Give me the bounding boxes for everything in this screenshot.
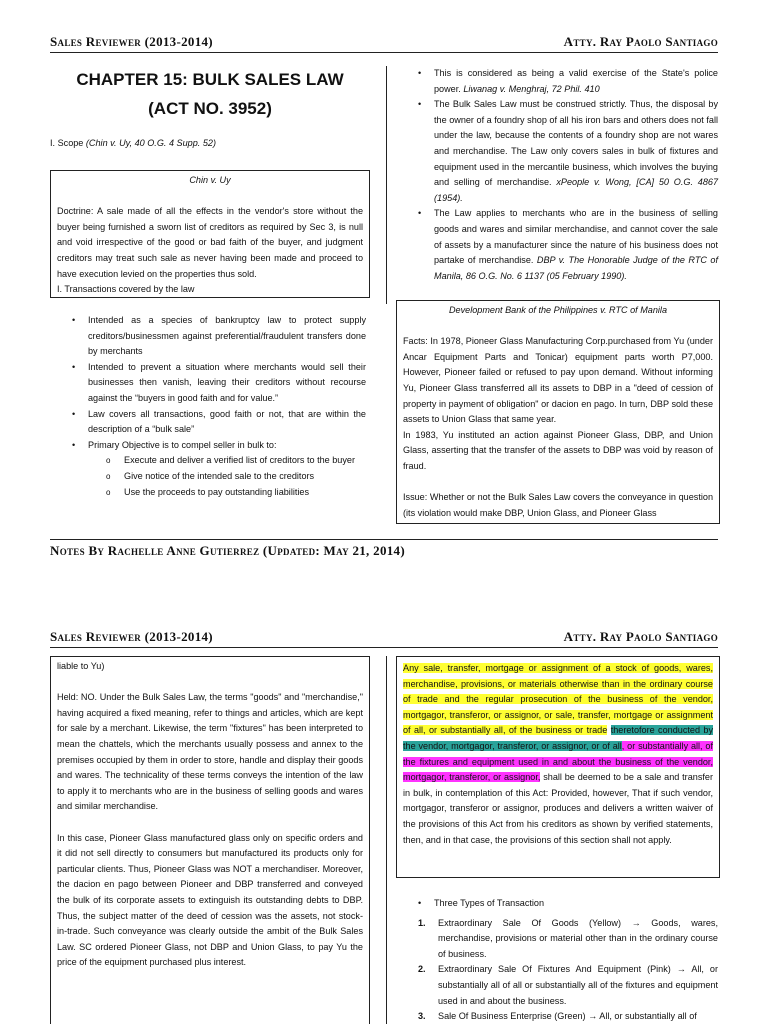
highlight-pink: , or substantially all, of the fixtures and equipment used in and about the business of the vendor, mortgagor, transferor, or assignor, — [403, 740, 713, 783]
list-item — [418, 206, 718, 284]
bullet-citation: DBP v. The Honorable Judge of the RTC of Manila, 86 O.G. No. 6 1137 (05 February 1990). — [434, 255, 718, 281]
page2-header-right: Atty. Ray Paolo Santiago — [563, 629, 718, 644]
chapter-title: CHAPTER 15: BULK SALES LAW — [76, 70, 344, 89]
arrow-icon: → — [585, 1011, 600, 1022]
bullet-text: The Bulk Sales Law must be construed strictly. Thus, the disposal by the owner of a foundry shop of all his iron bars and others does not fall under the law, because the contents of a foundry shop are not wares and merchandise. The Law only covers sales in bulk of fixtures and equipment used in the mercantile business, which involves the buying and selling of merchandise. — [434, 99, 718, 188]
arrow-icon: → — [670, 964, 692, 975]
type-description: Goods, wares, merchandise, provisions or material other than in the ordinary course of business. — [438, 917, 718, 959]
list-item — [418, 1009, 718, 1025]
dbp-box-title: Development Bank of the Philippines v. RTC of Manila — [448, 305, 668, 315]
law-text-box — [396, 656, 720, 878]
highlight-teal: theretofore conducted by the vendor, mortgagor, transferor, or assignor, or of all — [403, 725, 713, 751]
bullet-citation: xPeople v. Wong, [CA] 50 O.G. 4867 (1954). — [434, 177, 719, 203]
dbp-box-facts-2: In 1983, Yu instituted an action against Pioneer Glass, DBP, and Union Glass, asserting that the transfer of the assets to DBP was void by reason of fraud. — [403, 429, 713, 471]
page2-header-rule — [50, 647, 718, 648]
left-bullet-list — [72, 313, 366, 500]
page1-column-divider — [386, 66, 387, 304]
scope-label: I. Scope — [50, 138, 84, 148]
item-number: 1. — [418, 917, 426, 928]
type-description: All, or substantially all of — [599, 1011, 697, 1022]
list-item: • Primary Objective is to compel seller in bulk to: — [72, 438, 366, 454]
chin-box-doctrine: Doctrine: A sale made of all the effects in the vendor's store without the buyer being furnished a sworn list of creditors as required by Sec 3, is null and void irrespective of the good or bad faith of the buyer, and judgment creditors may treat such sale as never having been made and proceed to have execution levied on the properties thus sold. — [57, 206, 363, 279]
types-section — [418, 896, 718, 1025]
law-text — [403, 661, 713, 848]
held-box-continuation: liable to Yu) — [57, 661, 105, 671]
sub-list-item: o Execute and deliver a verified list of creditors to the buyer — [106, 453, 366, 469]
page1-header-right: Atty. Ray Paolo Santiago — [563, 34, 718, 49]
bullet-text: This is considered as being a valid exercise of the State's police power. — [434, 68, 718, 94]
page1-footer-rule — [50, 539, 718, 540]
chin-v-uy-box — [50, 170, 370, 298]
right-bullet-list — [418, 66, 718, 284]
type-label: Extraordinary Sale Of Goods (Yellow) — [438, 917, 622, 928]
held-box — [50, 656, 370, 1024]
type-label: Extraordinary Sale Of Fixtures And Equipment (Pink) — [438, 964, 671, 975]
scope-line — [50, 136, 370, 152]
page1-footer: Notes By Rachelle Anne Gutierrez (Updated: May 21, 2014) — [50, 543, 405, 558]
list-item — [418, 916, 718, 963]
list-item — [418, 97, 718, 206]
bullet-citation: Liwanag v. Menghraj, 72 Phil. 410 — [463, 83, 600, 94]
law-text-plain: shall be deemed to be a sale and transfer in bulk, in contemplation of this Act: Provided, however, That if such vendor, mortgagor, transferor or assignor, produces and delivers a written waiver of the provisions of this Act from his creditors as shown by verified statements, then, and in that case, the provisions of this section shall not apply. — [403, 772, 713, 845]
page1-header-rule — [50, 52, 718, 53]
sub-list-item: o Give notice of the intended sale to the creditors — [106, 469, 366, 485]
types-heading: • Three Types of Transaction — [418, 896, 718, 912]
list-item: • Intended to prevent a situation where merchants would sell their businesses then vanish, leaving their creditors without recourse against the “buyers in good faith and for value.” — [72, 360, 366, 407]
list-item — [418, 66, 718, 97]
held-box-held: Held: NO. Under the Bulk Sales Law, the terms "goods" and "merchandise," having acquired a fixed meaning, refer to things and articles, which are kept for sale by a merchant. Likewise, the term "fixtures" has been interpreted to mean the chattels, which the merchants usually possess and annex to the premises occupied by them in order to store, handle and display their goods and wares. The technicality of these terms conveys the intention of the law to apply it to merchants who are in the business of selling goods and wares and similar merchandise. — [57, 692, 363, 812]
item-number: 3. — [418, 1011, 426, 1022]
dbp-box-issue: Issue: Whether or not the Bulk Sales Law covers the conveyance in question (its violation would make DBP, Union Glass, and Pioneer Glass — [403, 492, 713, 518]
dbp-case-box — [396, 300, 720, 524]
page1-header-left: Sales Reviewer (2013-2014) — [50, 34, 213, 49]
held-box-case: In this case, Pioneer Glass manufactured glass only on specific orders and it did not sell directly to consumers but manufactured its products only for particular clients. Thus, Pioneer Glass was NOT a merchandiser. Moreover, the dacion en pago between Pioneer and DBP transferred and conveyed the bulk of its corporate assets to extinguish its outstanding debts to DBP. Thus, the subject matter of the deed of cession was the assets, not stock-in-trade. Such conveyance was clearly outside the ambit of the Bulk Sales Law. SC ordered Pioneer Glass, not DBP and Union Glass, to pay Yu the price of the equipment purchased plus interest. — [57, 832, 363, 968]
type-description: All, or substantially all of all or substantially all of the fixtures and equipment used in and about the business. — [438, 964, 718, 1006]
bullet-text: The Law applies to merchants who are in the business of selling goods and wares and similar merchandise, and cannot cover the sale of assets by a manufacturer since the nature of his business does not partake of merchandise. — [434, 208, 718, 266]
chin-box-title: Chin v. Uy — [189, 175, 231, 185]
sub-list-item: o Use the proceeds to pay outstanding liabilities — [106, 485, 366, 501]
list-item — [418, 962, 718, 1009]
highlight-yellow: Any sale, transfer, mortgage or assignment of a stock of goods, wares, merchandise, provisions, or materials otherwise than in the ordinary course of trade and the regular prosecution of the business of the vendor, mortgagor, transferor, or assignor, or sale, transfer, mortgage or assignment of all, or substantially all, of the business or trade — [403, 663, 713, 736]
type-label: Sale Of Business Enterprise (Green) — [438, 1011, 586, 1022]
scope-citation: (Chin v. Uy, 40 O.G. 4 Supp. 52) — [85, 138, 216, 148]
act-title: (ACT NO. 3952) — [148, 99, 272, 118]
item-number: 2. — [418, 964, 426, 975]
arrow-icon: → — [621, 917, 652, 928]
list-item: • Law covers all transactions, good faith or not, that are within the description of a “bulk sale” — [72, 407, 366, 438]
page2-header-left: Sales Reviewer (2013-2014) — [50, 629, 213, 644]
list-item: • Intended as a species of bankruptcy law to protect supply creditors/businessmen against preferential/fraudulent transfers done by merchants — [72, 313, 366, 360]
dbp-box-facts: Facts: In 1978, Pioneer Glass Manufacturing Corp.purchased from Yu (under Ancar Equipment Parts and Tonicar) equipment parts worth P7,000. However, Pioneer failed or refused to pay upon demand. Without informing Yu, Pioneer Glass transferred all its assets to DBP in a "deed of cession of property in payment of obligation" or dacion en pago. In turn, DBP sold these assets to Union Glass that same year. — [403, 336, 713, 425]
page2-column-divider — [386, 656, 387, 1024]
chin-box-transactions: I. Transactions covered by the law — [57, 284, 195, 295]
